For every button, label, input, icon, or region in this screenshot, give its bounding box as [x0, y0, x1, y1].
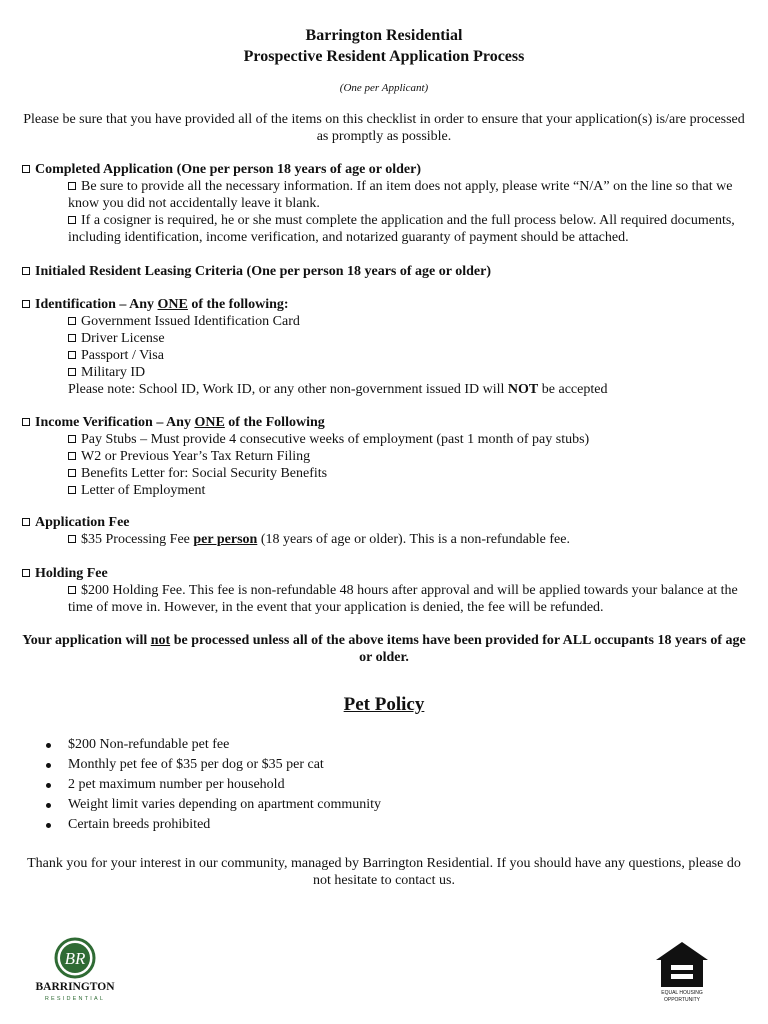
- section-heading: Application Fee: [35, 515, 130, 530]
- checkbox[interactable]: [22, 418, 30, 426]
- id-note: Please note: School ID, Work ID, or any other non-government issued ID will NOT be accepted: [68, 382, 608, 397]
- intro-paragraph: Please be sure that you have provided all of the items on this checklist in order to ensure that your application(s) is/are processed as promptly as possible.: [23, 112, 745, 144]
- checkbox[interactable]: [68, 216, 76, 224]
- emphasis-one: ONE: [157, 297, 188, 312]
- bullet-icon: [46, 803, 51, 808]
- closing-paragraph: Thank you for your interest in our community, managed by Barrington Residential. If you should have any questions, please do not hesitate to contact us.: [27, 856, 741, 888]
- section-heading: Initialed Resident Leasing Criteria (One per person 18 years of age or older): [35, 264, 491, 279]
- barrington-logo: [28, 933, 122, 1005]
- subtitle: (One per Applicant): [339, 82, 429, 94]
- list-item: Monthly pet fee of $35 per dog or $35 per cat: [68, 755, 381, 775]
- checkbox[interactable]: [22, 569, 30, 577]
- bullet-icon: [46, 743, 51, 748]
- list-item: Certain breeds prohibited: [68, 815, 381, 835]
- checkbox[interactable]: [68, 586, 76, 594]
- checkbox[interactable]: [68, 486, 76, 494]
- id-option: Passport / Visa: [81, 348, 164, 363]
- checkbox[interactable]: [68, 351, 76, 359]
- checkbox[interactable]: [68, 368, 76, 376]
- checkbox[interactable]: [68, 435, 76, 443]
- checkbox[interactable]: [68, 317, 76, 325]
- section-completed-application: [22, 161, 746, 246]
- logo-tagline: RESIDENTIAL: [44, 996, 106, 1002]
- logo-wordmark: BARRINGTON: [35, 981, 115, 993]
- processing-warning: Your application will not be processed unless all of the above items have been provided for ALL occupants 18 years of age or older.: [22, 633, 746, 665]
- income-option: W2 or Previous Year’s Tax Return Filing: [81, 449, 311, 464]
- logo-monogram: BR: [64, 949, 86, 968]
- checkbox[interactable]: [68, 182, 76, 190]
- barrington-logo-graphic: [28, 933, 122, 1005]
- section-heading: Holding Fee: [35, 566, 108, 581]
- checkbox[interactable]: [68, 334, 76, 342]
- checkbox[interactable]: [68, 535, 76, 543]
- eho-label-1: EQUAL HOUSING: [661, 990, 703, 996]
- checklist-item: Be sure to provide all the necessary information. If an item does not apply, please write “N/A” on the line so that we know you did not accidentally leave it blank.: [68, 179, 733, 211]
- emphasis-one: ONE: [194, 415, 225, 430]
- section-holding-fee: [22, 565, 746, 616]
- pet-policy-heading: Pet Policy: [343, 694, 425, 715]
- checkbox[interactable]: [22, 518, 30, 526]
- equal-housing-icon: [652, 940, 712, 1004]
- section-income-verification: Income Verification – Any ONE of the Following Pay Stubs – Must provide 4 consecutive weeks of employment (past 1 month of pay stubs) W2 or Previous Year’s Tax Return Filing Benefits Letter for: Social Security Benefits Letter of Employment: [22, 414, 746, 499]
- income-option: Benefits Letter for: Social Security Benefits: [81, 466, 328, 481]
- checkbox[interactable]: [22, 300, 30, 308]
- section-leasing-criteria: [22, 263, 746, 280]
- income-option: Pay Stubs – Must provide 4 consecutive weeks of employment (past 1 month of pay stubs): [81, 432, 590, 447]
- income-option: Letter of Employment: [81, 483, 206, 498]
- pet-policy-list: [68, 735, 381, 835]
- company-name: Barrington Residential: [305, 27, 463, 44]
- section-application-fee: Application Fee $35 Processing Fee per person (18 years of age or older). This is a non-refundable fee.: [22, 514, 746, 548]
- checklist-item: $200 Holding Fee. This fee is non-refundable 48 hours after approval and will be applied towards your balance at the time of move in. However, in the event that your application is denied, the fee will be refunded.: [68, 583, 738, 615]
- bullet-icon: [46, 823, 51, 828]
- list-item: Weight limit varies depending on apartment community: [68, 795, 381, 815]
- section-heading: Completed Application (One per person 18 years of age or older): [35, 162, 422, 177]
- equal-housing-logo: [652, 940, 712, 1004]
- id-option: Driver License: [81, 331, 165, 346]
- id-option: Military ID: [81, 365, 146, 380]
- section-identification: Identification – Any ONE of the following: Government Issued Identification Card Driver License Passport / Visa Military ID Please note: School ID, Work ID, or any other non-government issued ID will NOT be accepted: [22, 296, 746, 398]
- document-title: [0, 25, 768, 67]
- checkbox[interactable]: [22, 165, 30, 173]
- checklist-item: If a cosigner is required, he or she must complete the application and the full process below. All required documents, including identification, income verification, and notarized guaranty of payment should be attached.: [68, 213, 735, 245]
- list-item: $200 Non-refundable pet fee: [68, 735, 381, 755]
- eho-label-2: OPPORTUNITY: [663, 997, 701, 1003]
- checkbox[interactable]: [22, 267, 30, 275]
- bullet-icon: [46, 763, 51, 768]
- id-option: Government Issued Identification Card: [81, 314, 300, 329]
- per-person-emphasis: per person: [193, 532, 258, 547]
- list-item: 2 pet maximum number per household: [68, 775, 381, 795]
- bullet-icon: [46, 783, 51, 788]
- checkbox[interactable]: [68, 469, 76, 477]
- checkbox[interactable]: [68, 452, 76, 460]
- process-title: Prospective Resident Application Process: [243, 48, 525, 65]
